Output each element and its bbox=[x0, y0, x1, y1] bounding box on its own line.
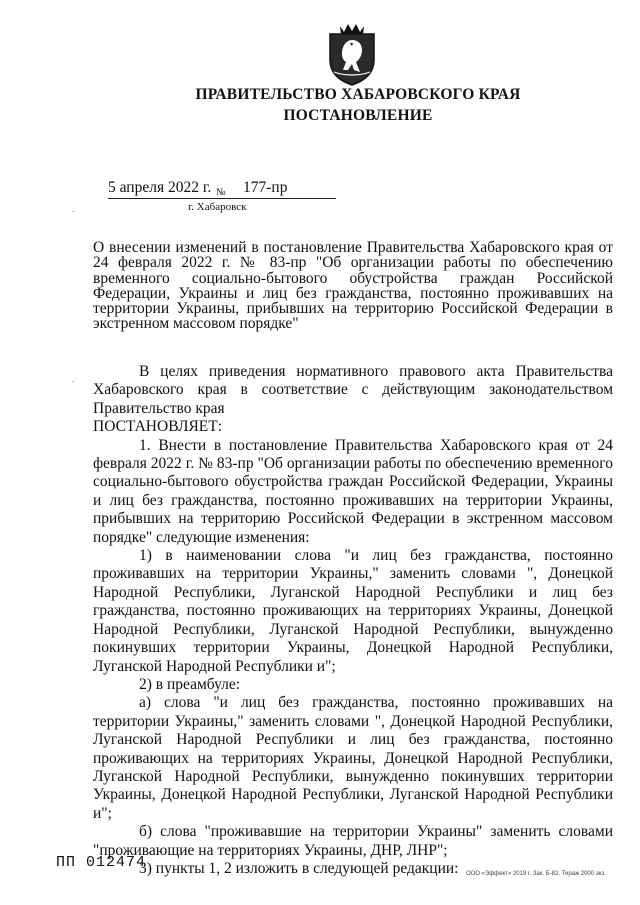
organization-name: ПРАВИТЕЛЬСТВО ХАБАРОВСКОГО КРАЯ bbox=[195, 86, 521, 103]
document-type: ПОСТАНОВЛЕНИЕ bbox=[283, 107, 433, 124]
paragraph-1-1: 1) в наименовании слова "и лиц без гражданства, постоянно проживавших на территории Украины," заменить словами ", Донецкой Народной Республики, Луганской Народной Республики и лиц без гражданства, постоянно проживающих на территориях Украины, Донецкой Народной Республики, Луганской Народной Республики, вынужденно покинувших территории Украины, Донецкой Народной Республики, Луганской Народной Республики и"; bbox=[93, 547, 613, 675]
paragraph-1-2-b: б) слова "проживавшие на территории Украины" заменить словами "проживающие на территориях Украины, ДНР, ЛНР"; bbox=[93, 823, 613, 859]
printer-imprint: ООО «Эффект» 2019 г. Зак. Б-82. Тираж 2000 экз. bbox=[466, 871, 606, 877]
paragraph-1: 1. Внести в постановление Правительства Хабаровского края от 24 февраля 2022 г. № 83-пр "Об организации работы по обеспечению временного социально-бытового обустройства граждан Российской Федерации, Украины и лиц без гражданства, постоянно проживавших на территории Украины, прибывших на территорию Российской Федерации в экстренном массовом порядке" следующие изменения: bbox=[93, 436, 613, 546]
paragraph-1-2: 2) в преамбуле: bbox=[139, 675, 241, 693]
document-city: г. Хабаровск bbox=[188, 201, 247, 213]
document-date: 5 апреля 2022 г. bbox=[108, 179, 212, 196]
date-number-underline bbox=[108, 198, 336, 199]
document-title: О внесении изменений в постановление Правительства Хабаровского края от 24 февраля 2022 г. № 83-пр "Об организации работы по обеспечению временного социально-бытового обустройства граждан Российской Федерации, Украины и лиц без гражданства, постоянно проживавших на территории Украины, прибывших на территорию Российской Федерации в экстренном массовом порядке" bbox=[93, 239, 613, 333]
decree-word: ПОСТАНОВЛЯЕТ: bbox=[93, 418, 223, 436]
form-serial-code: ПП 012474 bbox=[56, 854, 147, 871]
document-number: 177-пр bbox=[243, 179, 288, 196]
preamble-paragraph: В целях приведения нормативного правового акта Правительства Хабаровского края в соответствие с действующим законодательством Правительство края bbox=[93, 363, 613, 417]
paragraph-1-2-a: а) слова "и лиц без гражданства, постоянно проживавших на территории Украины," заменить словами ", Донецкой Народной Республики, Луганской Народной Республики и лиц без гражданства, постоянно проживающих на территориях Украины, Донецкой Народной Республики, Луганской Народной Республики, вынужденно покинувших территории Украины, Донецкой Народной Республики, Луганской Народной Республики и"; bbox=[93, 694, 613, 822]
document-body bbox=[93, 363, 613, 878]
margin-mark: . bbox=[72, 204, 75, 214]
margin-mark: . bbox=[72, 374, 75, 384]
paragraph-1-3: 3) пункты 1, 2 изложить в следующей редакции: bbox=[139, 859, 459, 877]
coat-of-arms-emblem bbox=[326, 20, 378, 86]
number-sign: № bbox=[216, 187, 226, 198]
